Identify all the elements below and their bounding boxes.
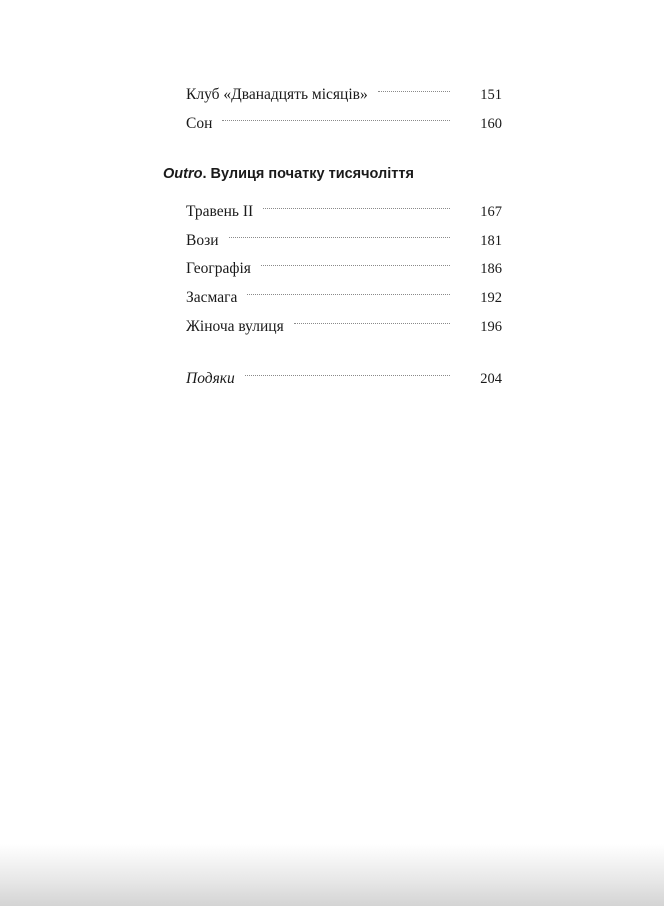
toc-entry xyxy=(186,201,502,223)
toc-entry xyxy=(186,113,502,135)
toc-entry-page: 151 xyxy=(480,87,502,103)
toc-entry-title: Жіноча вулиця xyxy=(186,318,284,335)
dot-leader xyxy=(294,323,450,324)
toc-entry xyxy=(186,84,502,106)
toc-entry xyxy=(186,258,502,280)
dot-leader xyxy=(245,375,450,376)
part-heading-separator: . xyxy=(202,166,211,182)
toc-entry-acknowledgements xyxy=(186,368,502,390)
page-bottom-shadow xyxy=(0,844,664,906)
toc-entry-title: Клуб «Дванадцять місяців» xyxy=(186,86,368,103)
toc-entry-title: Засмага xyxy=(186,289,238,306)
toc-entry-page: 204 xyxy=(480,371,502,387)
part-heading-title: Вулиця початку тисячоліття xyxy=(210,166,414,182)
toc-entry-title: Вози xyxy=(186,232,219,249)
toc-entry-page: 181 xyxy=(480,233,502,249)
toc-entry-title: Подяки xyxy=(186,370,235,387)
toc-entry xyxy=(186,316,502,338)
dot-leader xyxy=(222,120,450,121)
dot-leader xyxy=(229,237,450,238)
toc-entry-title: Сон xyxy=(186,115,213,132)
dot-leader xyxy=(263,208,450,209)
part-heading-label: Outro xyxy=(163,166,203,182)
part-heading xyxy=(163,164,414,184)
toc-entry-page: 196 xyxy=(480,319,502,335)
toc-entry-title: Географія xyxy=(186,260,251,277)
toc-entry-page: 192 xyxy=(480,290,502,306)
dot-leader xyxy=(378,91,450,92)
toc-entry xyxy=(186,287,502,309)
toc-entry-page: 186 xyxy=(480,261,502,277)
toc-entry xyxy=(186,230,502,252)
toc-entry-title: Травень II xyxy=(186,203,254,220)
toc-entry-page: 160 xyxy=(480,116,502,132)
dot-leader xyxy=(261,265,450,266)
toc-entry-page: 167 xyxy=(480,204,502,220)
dot-leader xyxy=(247,294,450,295)
